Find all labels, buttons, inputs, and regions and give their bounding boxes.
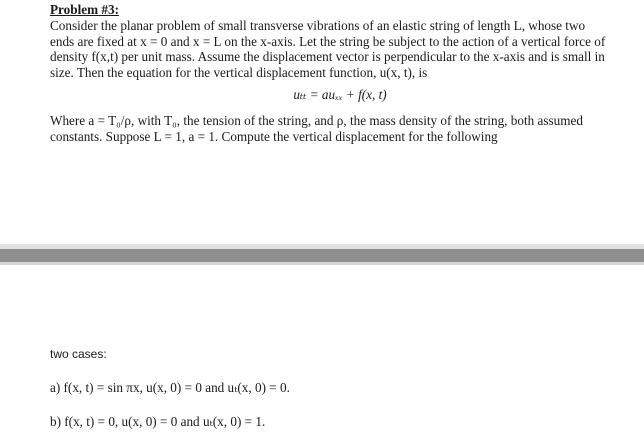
page-break-shadow-bottom [0, 262, 644, 265]
where-paragraph: Where a = T₀/ρ, with T₀, the tension of the string, and ρ, the mass density of the string, both assumed constants. Suppose L = 1, a = 1. Compute the vertical displacement for the following [50, 112, 583, 144]
problem-title: Problem #3: [50, 2, 119, 17]
problem-intro: Consider the planar problem of small transverse vibrations of an elastic string of length L, whose two ends are fixed at x = 0 and x = L on the x-axis. Let the string be subject to the action of a vertical force of density f(x,t) per unit mass. Assume the displacement vector is perpendicular to the x-axis and is small in size. Then the equation for the vertical displacement function, u(x, t), is [50, 17, 606, 81]
problem-block [50, 2, 610, 144]
case-a: a) f(x, t) = sin πx, u(x, 0) = 0 and uₜ(x, 0) = 0. [50, 380, 290, 395]
page-break-divider [0, 249, 644, 262]
wave-equation: uₜₜ = auₓₓ + f(x, t) [293, 86, 387, 102]
cases-label: two cases: [50, 347, 107, 361]
case-b: b) f(x, t) = 0, u(x, 0) = 0 and uₜ(x, 0) = 1. [50, 414, 266, 429]
